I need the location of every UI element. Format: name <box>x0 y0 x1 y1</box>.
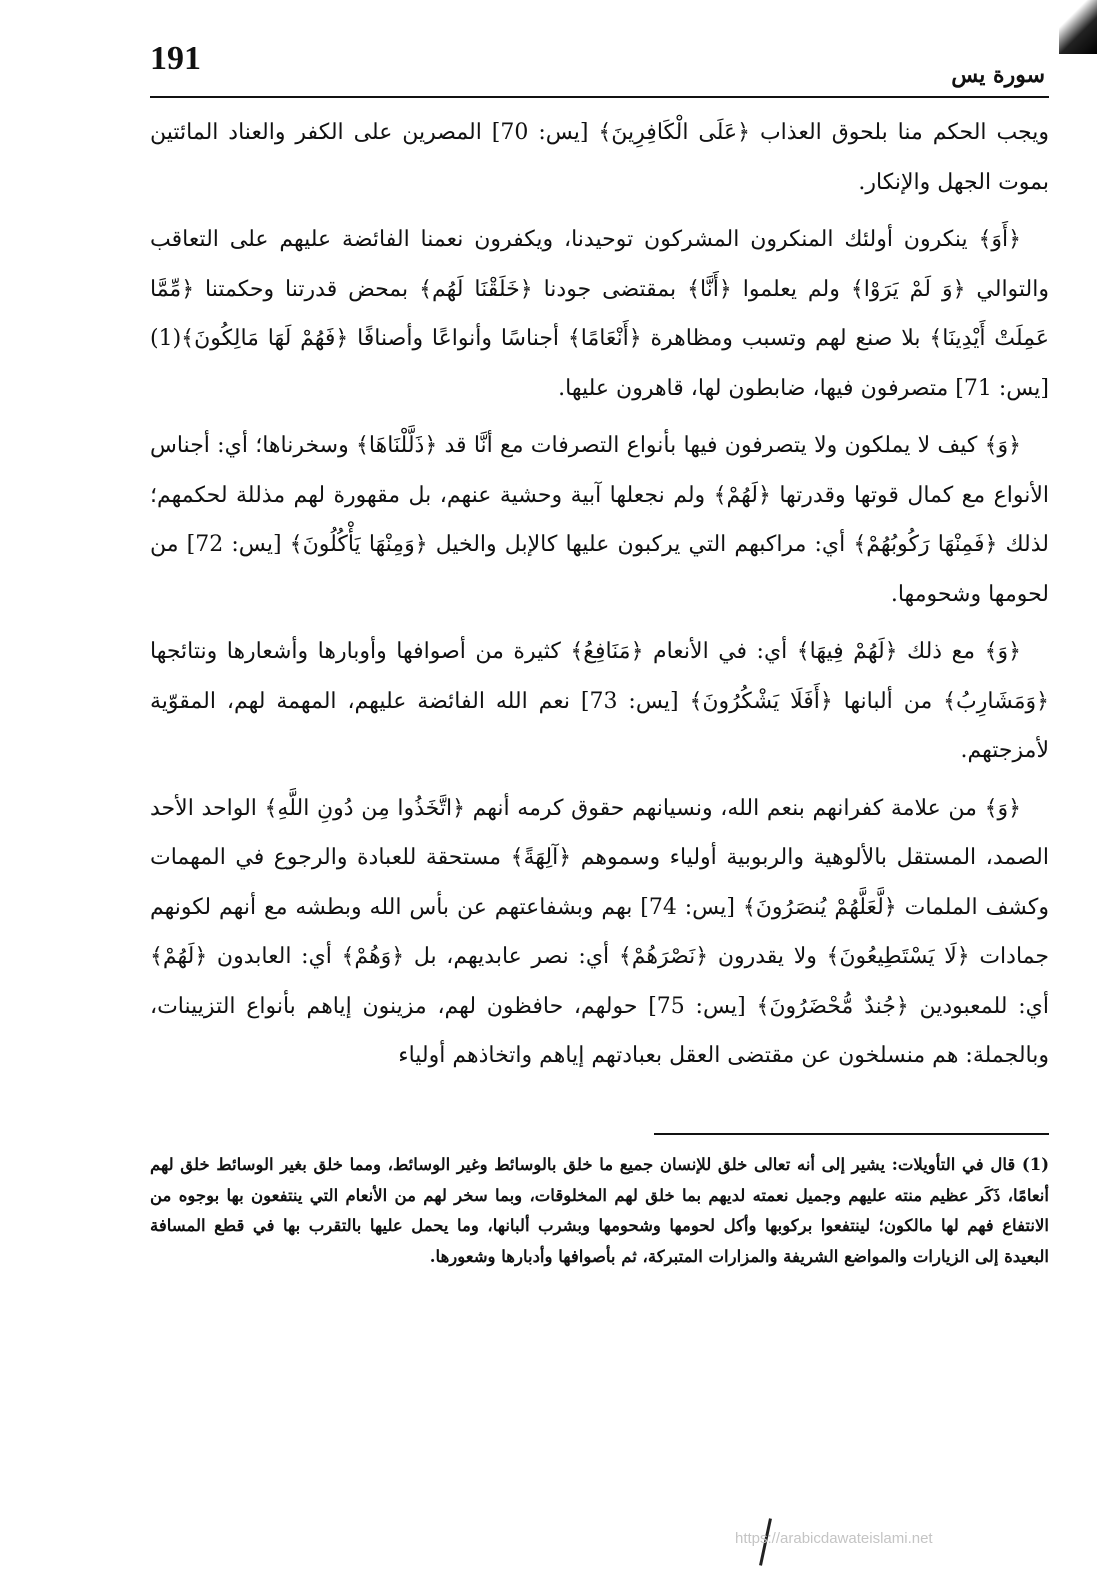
footnote-rule <box>654 1133 1049 1135</box>
watermark-link[interactable]: https://arabicdawateislami.net <box>735 1530 933 1547</box>
footnotes <box>150 1150 1049 1272</box>
main-text <box>150 108 1049 1081</box>
header-rule <box>150 96 1049 98</box>
paragraph-4: ﴿وَ﴾ مع ذلك ﴿لَهُمْ فِيهَا﴾ أي: في الأنعام ﴿مَنَافِعُ﴾ كثيرة من أصوافها وأوبارها وأشعارها ونتائجها ﴿وَمَشَارِبُ﴾ من ألبانها ﴿أَفَلَا يَشْكُرُونَ﴾ [يس: 73] نعم الله الفائضة عليهم، المهمة لهم، المقوّية لأمزجتهم. <box>150 639 1049 763</box>
footnote-1: (1) قال في التأويلات: يشير إلى أنه تعالى خلق للإنسان جميع ما خلق بالوسائط وغير الوسائط، ومما خلق بغير الوسائط خلق لهم أنعامًا، ذَكَر عظيم منته عليهم وجميل نعمته لديهم بما خلق لهم المخلوقات، وبما سخر لهم من الأنعام التي ينتفعون بها بوجوه من الانتفاع فهم لها مالكون؛ لينتفعوا بركوبها وأكل لحومها وشحومها وبشرب ألبانها، وما يحمل عليها بالتقرب بها في قطع المسافة البعيدة إلى الزيارات والمواضع الشريفة والمزارات المتبركة، ثم بأصوافها وأدبارها وشعورها. <box>150 1155 1049 1266</box>
surah-title: سورة يس <box>951 62 1045 88</box>
paragraph-5: ﴿وَ﴾ من علامة كفرانهم بنعم الله، ونسيانهم حقوق كرمه أنهم ﴿اتَّخَذُوا مِن دُونِ اللَّهِ﴾ الواحد الأحد الصمد، المستقل بالألوهية والربوبية أولياء وسموهم ﴿آلِهَةً﴾ مستحقة للعبادة والرجوع في المهمات وكشف الملمات ﴿لَّعَلَّهُمْ يُنصَرُونَ﴾ [يس: 74] بهم وبشفاعتهم عن بأس الله وبطشه مع أنهم لكونهم جمادات ﴿لَا يَسْتَطِيعُونَ﴾ ولا يقدرون ﴿نَصْرَهُمْ﴾ أي: نصر عابديهم، بل ﴿وَهُمْ﴾ أي: العابدون ﴿لَهُمْ﴾ أي: للمعبودين ﴿جُندٌ مُّحْضَرُونَ﴾ [يس: 75] حولهم، حافظون لهم، مزينون إياهم بأنواع التزيينات، وبالجملة: هم منسلخون عن مقتضى العقل بعبادتهم إياهم واتخاذهم أولياء <box>150 795 1049 1068</box>
paragraph-1: ويجب الحكم منا بلحوق العذاب ﴿عَلَى الْكَافِرِينَ﴾ [يس: 70] المصرين على الكفر والعناد المائتين بموت الجهل والإنكار. <box>150 120 1049 195</box>
paragraph-3: ﴿وَ﴾ كيف لا يملكون ولا يتصرفون فيها بأنواع التصرفات مع أنَّا قد ﴿ذَلَّلْنَاهَا﴾ وسخرناها؛ أي: أجناس الأنواع مع كمال قوتها وقدرتها ﴿لَهُمْ﴾ ولم نجعلها آبية وحشية عنهم، بل مقهورة لهم مذللة لحكمهم؛ لذلك ﴿فَمِنْهَا رَكُوبُهُمْ﴾ أي: مراكبهم التي يركبون عليها كالإبل والخيل ﴿وَمِنْهَا يَأْكُلُونَ﴾ [يس: 72] من لحومها وشحومها. <box>150 433 1049 607</box>
page-number: 191 <box>150 40 201 77</box>
paragraph-2: ﴿أَوَ﴾ ينكرون أولئك المنكرون المشركون توحيدنا، ويكفرون نعمنا الفائضة عليهم على التعاقب والتوالي ﴿وَ لَمْ يَرَوْا﴾ ولم يعلموا ﴿أَنَّا﴾ بمقتضى جودنا ﴿خَلَقْنَا لَهُم﴾ بمحض قدرتنا وحكمتنا ﴿مِّمَّا عَمِلَتْ أَيْدِينَا﴾ بلا صنع لهم وتسبب ومظاهرة ﴿أَنْعَامًا﴾ أجناسًا وأنواعًا وأصنافًا ﴿فَهُمْ لَهَا مَالِكُونَ﴾(1) [يس: 71] متصرفون فيها، ضابطون لها، قاهرون عليها. <box>150 227 1049 401</box>
scan-corner-mark <box>1059 0 1097 54</box>
